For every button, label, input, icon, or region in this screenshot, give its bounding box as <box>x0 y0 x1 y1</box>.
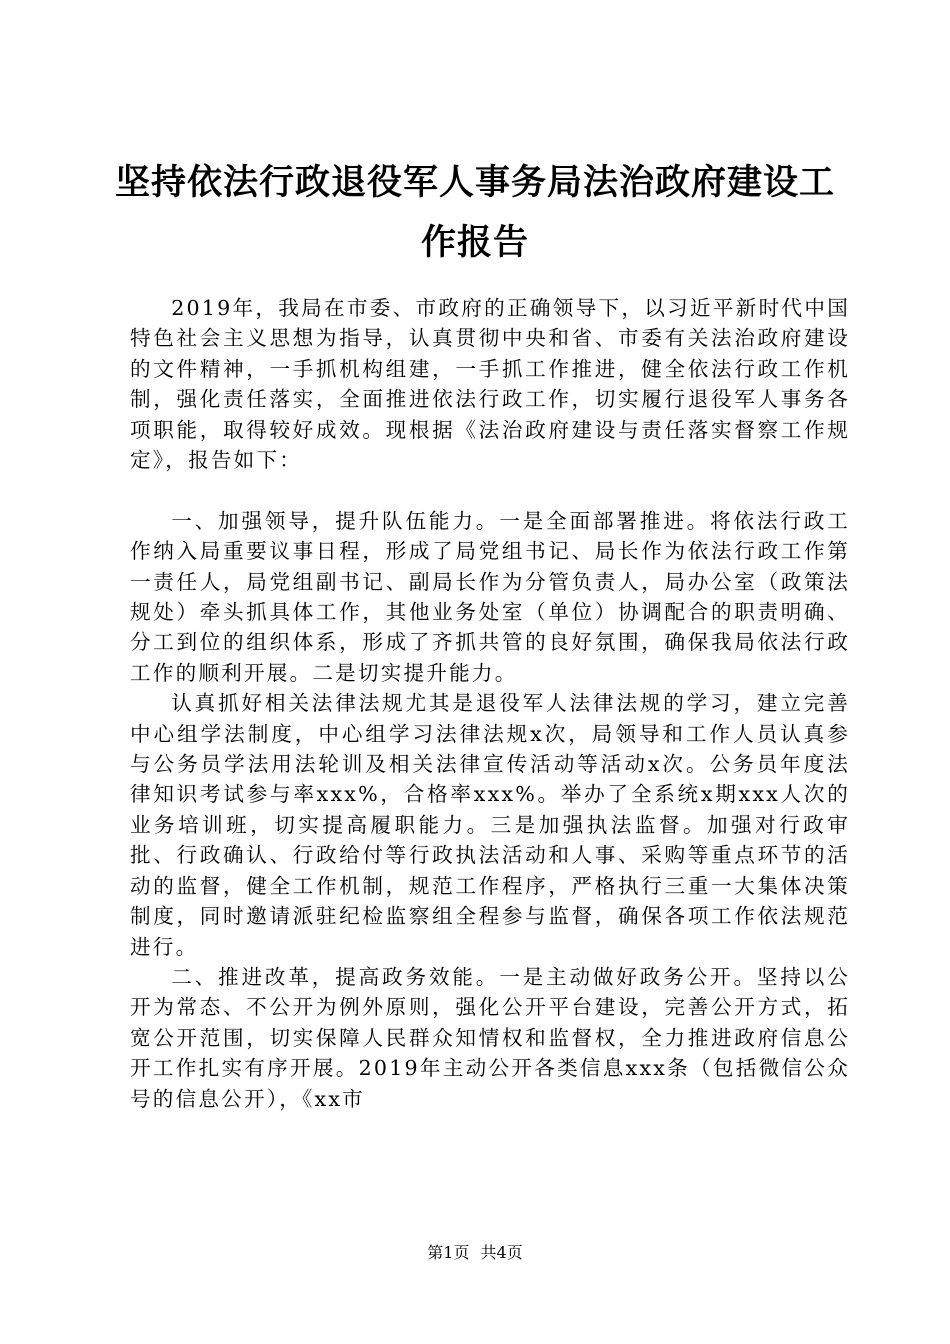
document-title-line-1: 坚持依法行政退役军人事务局法治政府建设工 <box>114 162 835 203</box>
page-number: 第1页 <box>427 1243 470 1262</box>
paragraph-section-2: 二、推进改革，提高政务效能。一是主动做好政务公开。坚持以公开为常态、不公开为例外原则，强化公开平台建设，完善公开方式，拓宽公开范围，切实保障人民群众知情权和监督权，全力推进政府信息公开工作扎实有序开展。2019年主动公开各类信息xxx条（包括微信公众号的信息公开），《xx市 <box>130 964 850 1111</box>
page-total: 共4页 <box>480 1243 523 1262</box>
paragraph-section-1: 一、加强领导，提升队伍能力。一是全面部署推进。将依法行政工作纳入局重要议事日程，形成了局党组书记、局长作为依法行政工作第一责任人，局党组副书记、副局长作为分管负责人，局办公室（政策法规处）牵头抓具体工作，其他业务处室（单位）协调配合的职责明确、分工到位的组织体系，形成了齐抓共管的良好氛围，确保我局依法行政工作的顺利开展。二是切实提升能力。 <box>130 508 850 685</box>
paragraph-spacer <box>130 475 850 505</box>
document-title-line-2: 作报告 <box>420 222 529 263</box>
paragraph-intro: 2019年，我局在市委、市政府的正确领导下，以习近平新时代中国特色社会主义思想为指导，认真贯彻中央和省、市委有关法治政府建设的文件精神，一手抓机构组建，一手抓工作推进，健全依法行政工作机制，强化责任落实，全面推进依法行政工作，切实履行退役军人事务各项职能，取得较好成效。现根据《法治政府建设与责任落实督察工作规定》，报告如下： <box>130 296 850 473</box>
paragraph-section-1-continued: 认真抓好相关法律法规尤其是退役军人法律法规的学习，建立完善中心组学法制度，中心组学习法律法规x次，局领导和工作人员认真参与公务员学法用法轮训及相关法律宣传活动等活动x次。公务员年度法律知识考试参与率xxx%，合格率xxx%。举办了全系统x期xxx人次的业务培训班，切实提高履职能力。三是加强执法监督。加强对行政审批、行政确认、行政给付等行政执法活动和人事、采购等重点环节的活动的监督，健全工作机制，规范工作程序，严格执行三重一大集体决策制度，同时邀请派驻纪检监察组全程参与监督，确保各项工作依法规范进行。 <box>130 691 850 959</box>
document-body <box>130 293 850 1114</box>
page-footer <box>0 1244 950 1262</box>
